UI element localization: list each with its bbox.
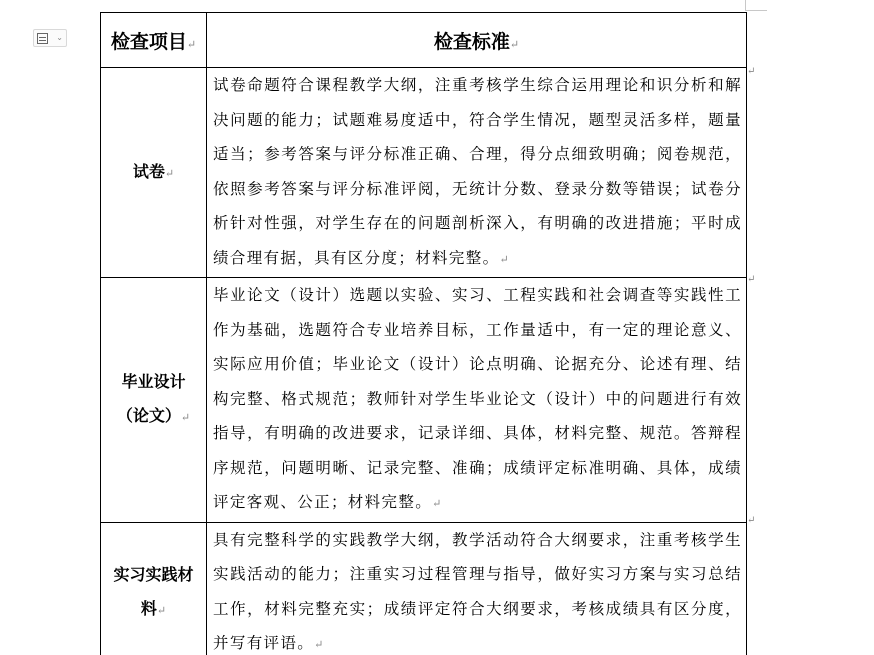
paragraph-mark: ↵ <box>156 603 167 617</box>
standard-text: 毕业论文（设计）选题以实验、实习、工程实践和社会调查等实践性工作为基础，选题符合专业培养目标，工作量适中，有一定的理论意义、实际应用价值；毕业论文（设计）论点明确、论据充分、论述有理、结构完整、格式规范；教师针对学生毕业论文（设计）中的问题进行有效指导，有明确的改进要求，记录详细、具体，材料完整、规范。答辩程序规范，问题明晰、记录完整、准确；成绩评定标准明确、具体，成绩评定客观、公正；材料完整。 <box>213 286 742 511</box>
item-label-line1: 实习实践材 <box>113 564 194 584</box>
page-corner-mark-h <box>745 10 767 11</box>
table-row <box>101 522 747 655</box>
row-end-mark: ↵ <box>747 515 756 526</box>
header-standard-label: 检查标准 <box>433 30 510 53</box>
standard-cell-thesis[interactable] <box>207 278 747 523</box>
standard-text: 具有完整科学的实践教学大纲，教学活动符合大纲要求，注重考核学生实践活动的能力；注重实习过程管理与指导，做好实习方案与实习总结工作，材料完整充实；成绩评定符合大纲要求，考核成绩具有区分度，并写有评语。 <box>213 530 742 652</box>
paragraph-mark: ↵ <box>509 37 520 51</box>
header-item-label: 检查项目 <box>110 30 187 53</box>
row-end-mark: ↵ <box>747 66 756 77</box>
paragraph-mark: ↵ <box>314 638 324 651</box>
table-header-row <box>101 13 747 68</box>
row-end-mark: ↵ <box>747 274 756 285</box>
table-move-handle[interactable] <box>33 29 67 47</box>
item-cell-thesis[interactable] <box>101 278 207 523</box>
table-row <box>101 68 747 278</box>
item-cell-internship[interactable] <box>101 522 207 655</box>
standard-cell-internship[interactable] <box>207 522 747 655</box>
item-label-line1: 毕业设计 <box>121 371 186 391</box>
header-cell-standard[interactable] <box>207 13 747 68</box>
paragraph-mark: ↵ <box>180 410 191 424</box>
chevron-down-icon[interactable]: ⌄ <box>56 33 63 42</box>
paragraph-mark: ↵ <box>186 37 197 51</box>
table-grid-icon <box>37 33 48 44</box>
paragraph-mark: ↵ <box>499 252 509 266</box>
paragraph-mark: ↵ <box>164 166 175 180</box>
paragraph-mark: ↵ <box>432 497 442 510</box>
inspection-table <box>100 12 747 655</box>
item-label: 试卷 <box>132 161 165 181</box>
standard-cell-exam[interactable] <box>207 68 747 278</box>
item-label-line2: 料 <box>140 598 157 618</box>
header-cell-item[interactable] <box>101 13 207 68</box>
standard-text: 试卷命题符合课程教学大纲，注重考核学生综合运用理论和识分析和解决问题的能力；试题难易度适中，符合学生情况，题型灵活多样，题量适当；参考答案与评分标准正确、合理，得分点细致明确；阅卷规范，依照参考答案与评分标准评阅，无统计分数、登录分数等错误；试卷分析针对性强，对学生存在的问题剖析深入，有明确的改进措施；平时成绩合理有据，具有区分度；材料完整。 <box>213 76 742 267</box>
item-label-line2: （论文） <box>116 405 181 425</box>
item-cell-exam[interactable] <box>101 68 207 278</box>
table-row <box>101 278 747 523</box>
